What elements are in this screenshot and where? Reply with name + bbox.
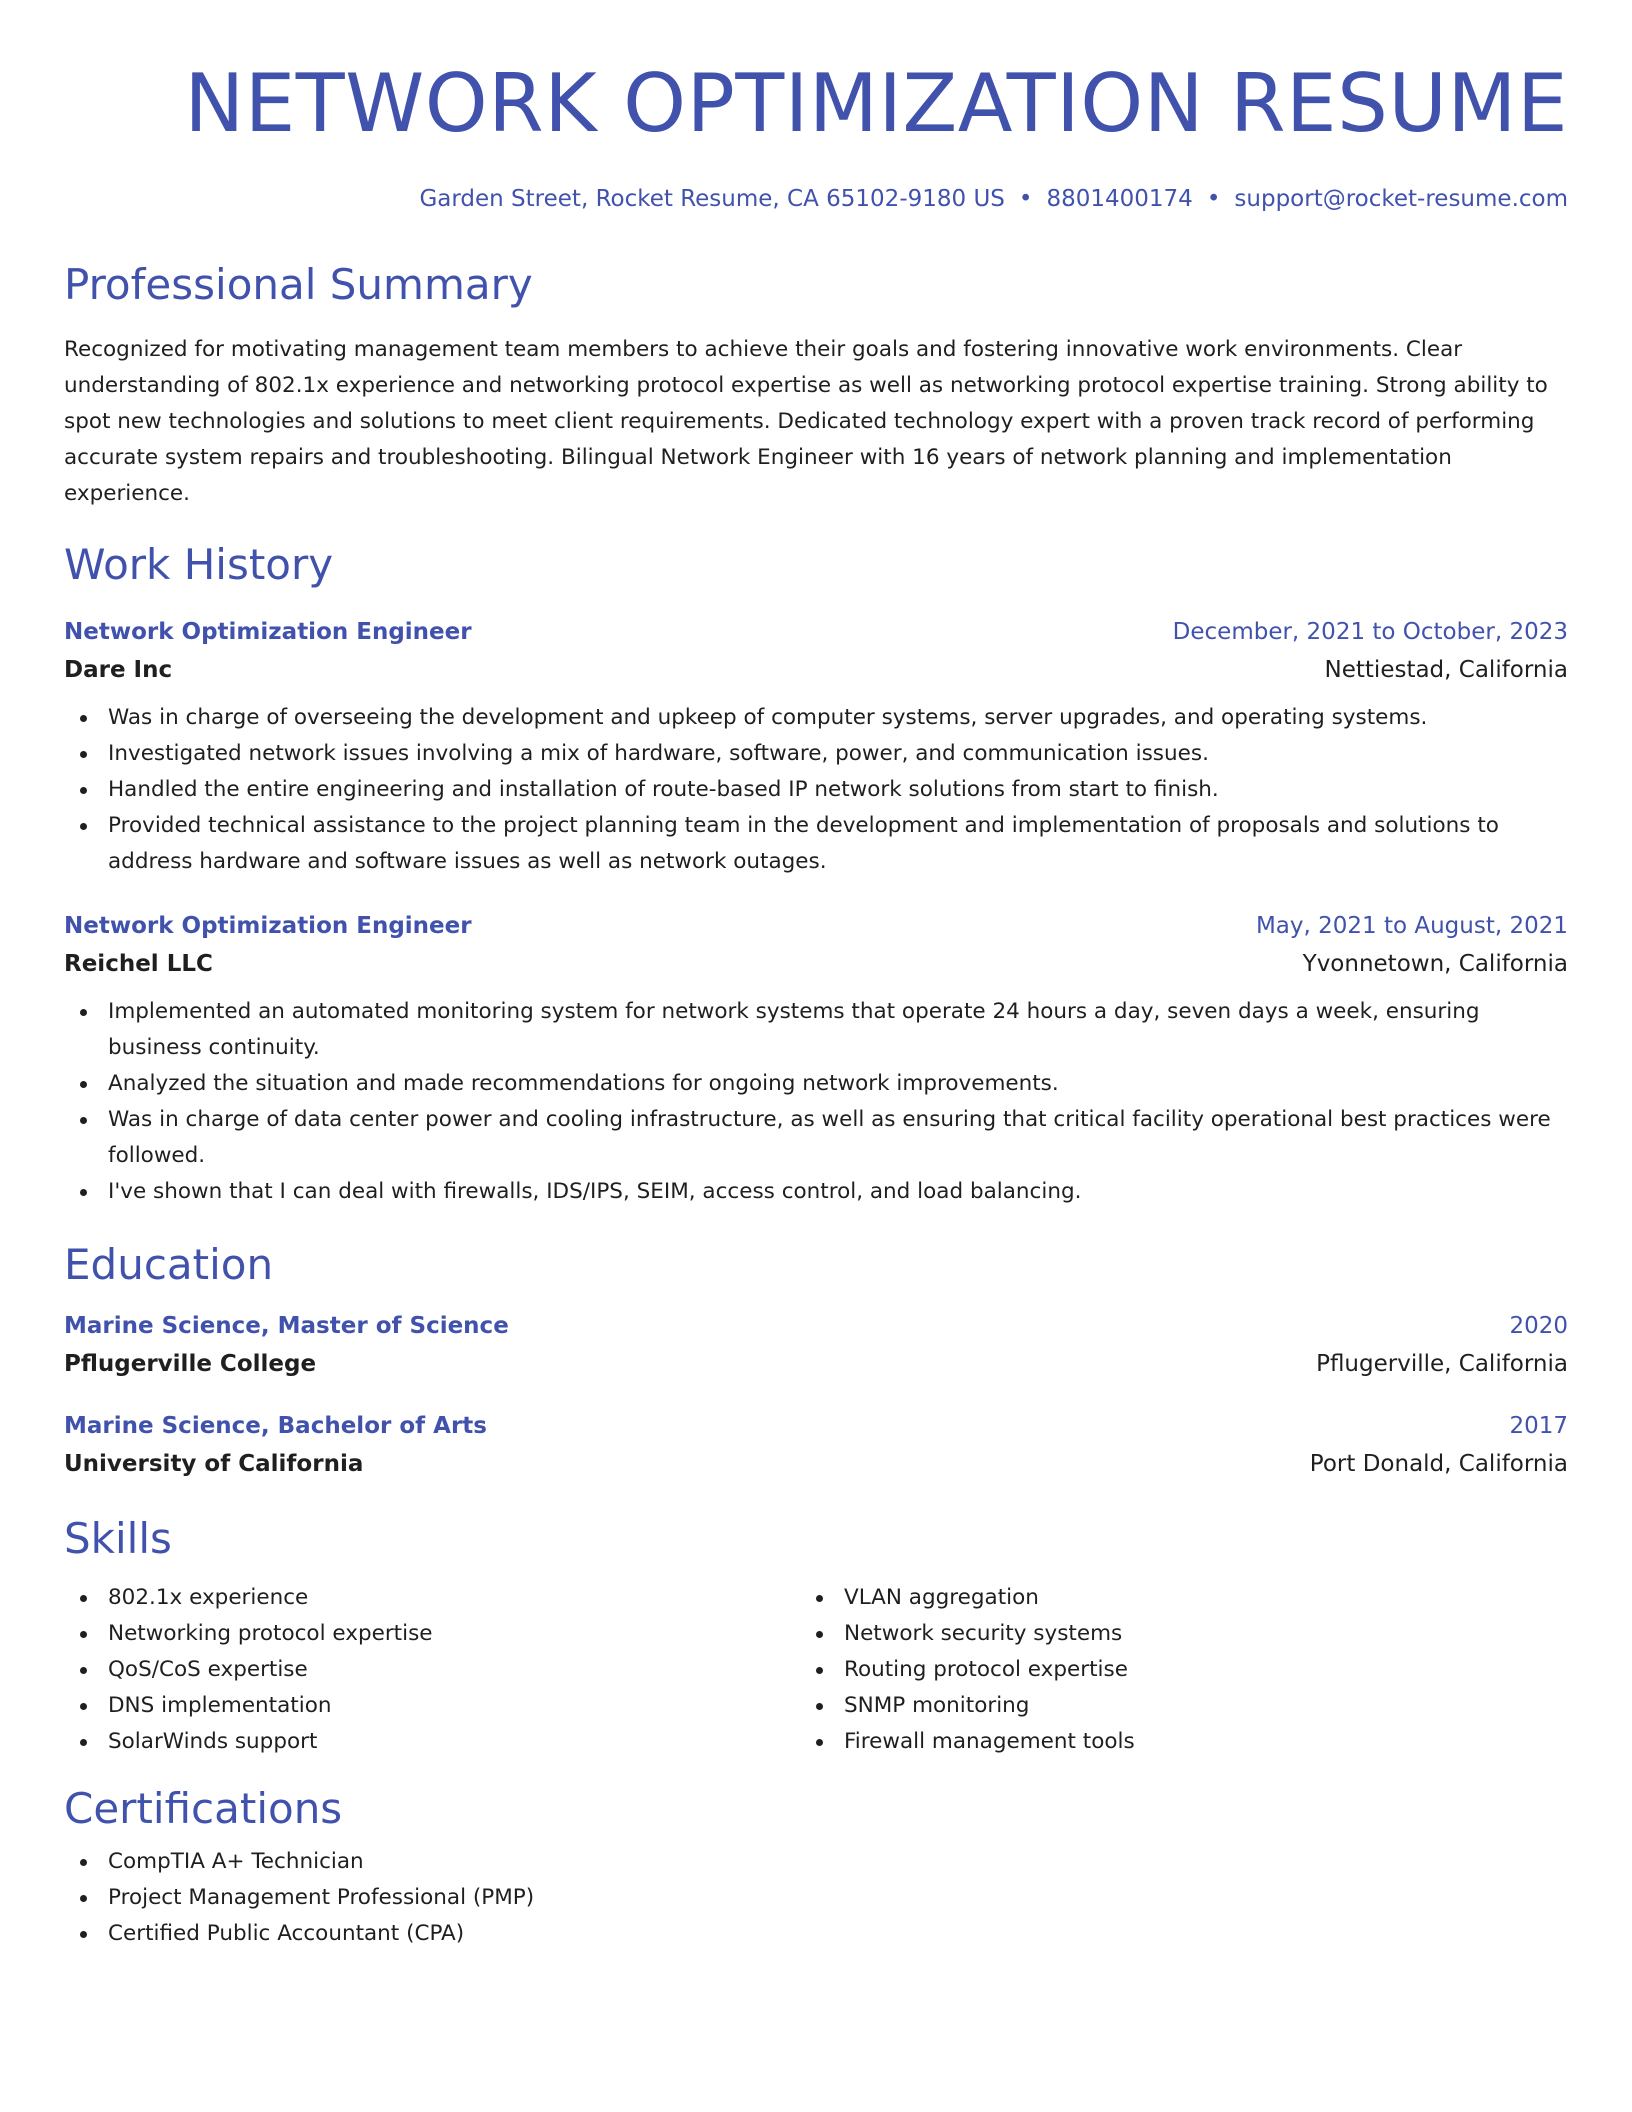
education-entry — [64, 1408, 1568, 1484]
education-header-row — [64, 1408, 1568, 1444]
job-bullet: Was in charge of overseeing the development and upkeep of computer systems, server upgrades, and operating systems. — [64, 700, 1568, 736]
education-location: Port Donald, California — [1309, 1451, 1568, 1477]
skill-item: SolarWinds support — [64, 1724, 800, 1760]
skill-item: DNS implementation — [64, 1688, 800, 1724]
education-school-row — [64, 1344, 1568, 1384]
skills-grid — [64, 1580, 1568, 1760]
contact-separator: • — [1206, 186, 1221, 212]
job-location: Nettiestad, California — [1324, 657, 1568, 683]
job-bullets — [64, 700, 1568, 880]
skill-item: Firewall management tools — [800, 1724, 1568, 1760]
job-company-row — [64, 650, 1568, 690]
job-dates: May, 2021 to August, 2021 — [1255, 913, 1568, 939]
education-location: Pflugerville, California — [1316, 1351, 1568, 1377]
education-degree: Marine Science, Master of Science — [64, 1313, 509, 1339]
skill-item: VLAN aggregation — [800, 1580, 1568, 1616]
education-degree: Marine Science, Bachelor of Arts — [64, 1413, 487, 1439]
skill-item: Networking protocol expertise — [64, 1616, 800, 1652]
education-entry — [64, 1308, 1568, 1384]
skill-item: 802.1x experience — [64, 1580, 800, 1616]
resume-title: NETWORK OPTIMIZATION RESUME — [184, 57, 1568, 150]
skill-item: QoS/CoS expertise — [64, 1652, 800, 1688]
job-bullet: Was in charge of data center power and cooling infrastructure, as well as ensuring that critical facility operational best practices were followed. — [64, 1102, 1568, 1174]
certifications-list — [64, 1844, 1568, 1952]
skill-item: Network security systems — [800, 1616, 1568, 1652]
job-location: Yvonnetown, California — [1302, 951, 1568, 977]
summary-text: Recognized for motivating management team members to achieve their goals and fostering innovative work environments. Clear understanding of 802.1x experience and networking protocol expertise as well as networking protocol expertise training. Strong ability to spot new technologies and solutions to meet client requirements. Dedicated technology expert with a proven track record of performing accurate system repairs and troubleshooting. Bilingual Network Engineer with 16 years of network planning and implementation experience. — [64, 337, 1548, 506]
skill-item: SNMP monitoring — [800, 1688, 1568, 1724]
skills-list-left — [64, 1580, 800, 1760]
contact-address: Garden Street, Rocket Resume, CA 65102-9180 US — [419, 186, 1005, 212]
education-header-row — [64, 1308, 1568, 1344]
contact-line — [64, 184, 1568, 214]
skills-heading: Skills — [64, 1514, 172, 1563]
job-company: Dare Inc — [64, 657, 173, 683]
summary-heading: Professional Summary — [64, 260, 533, 309]
skills-list-right — [800, 1580, 1568, 1760]
contact-separator: • — [1018, 186, 1033, 212]
work-history-heading: Work History — [64, 540, 334, 589]
job-bullet: I've shown that I can deal with firewalls, IDS/IPS, SEIM, access control, and load balancing. — [64, 1174, 1568, 1210]
job-title: Network Optimization Engineer — [64, 913, 472, 939]
certification-item: Certified Public Accountant (CPA) — [64, 1916, 1568, 1952]
certification-item: CompTIA A+ Technician — [64, 1844, 1568, 1880]
education-school-row — [64, 1444, 1568, 1484]
job-bullets — [64, 994, 1568, 1210]
job-company: Reichel LLC — [64, 951, 213, 977]
education-school: Pflugerville College — [64, 1351, 317, 1377]
certifications-heading: Certifications — [64, 1784, 343, 1833]
job-entry — [64, 614, 1568, 880]
job-title: Network Optimization Engineer — [64, 619, 472, 645]
job-dates: December, 2021 to October, 2023 — [1172, 619, 1568, 645]
education-year: 2020 — [1509, 1313, 1568, 1339]
certification-item: Project Management Professional (PMP) — [64, 1880, 1568, 1916]
job-bullet: Implemented an automated monitoring system for network systems that operate 24 hours a day, seven days a week, ensuring business continuity. — [64, 994, 1568, 1066]
education-year: 2017 — [1509, 1413, 1568, 1439]
contact-phone: 8801400174 — [1046, 186, 1193, 212]
education-school: University of California — [64, 1451, 364, 1477]
contact-email[interactable]: support@rocket-resume.com — [1234, 186, 1568, 212]
job-header-row — [64, 908, 1568, 944]
job-bullet: Handled the entire engineering and installation of route-based IP network solutions from start to finish. — [64, 772, 1568, 808]
job-bullet: Investigated network issues involving a mix of hardware, software, power, and communication issues. — [64, 736, 1568, 772]
job-header-row — [64, 614, 1568, 650]
skill-item: Routing protocol expertise — [800, 1652, 1568, 1688]
job-entry — [64, 908, 1568, 1210]
education-heading: Education — [64, 1240, 274, 1289]
job-bullet: Analyzed the situation and made recommendations for ongoing network improvements. — [64, 1066, 1568, 1102]
job-company-row — [64, 944, 1568, 984]
job-bullet: Provided technical assistance to the project planning team in the development and implementation of proposals and solutions to address hardware and software issues as well as network outages. — [64, 808, 1568, 880]
